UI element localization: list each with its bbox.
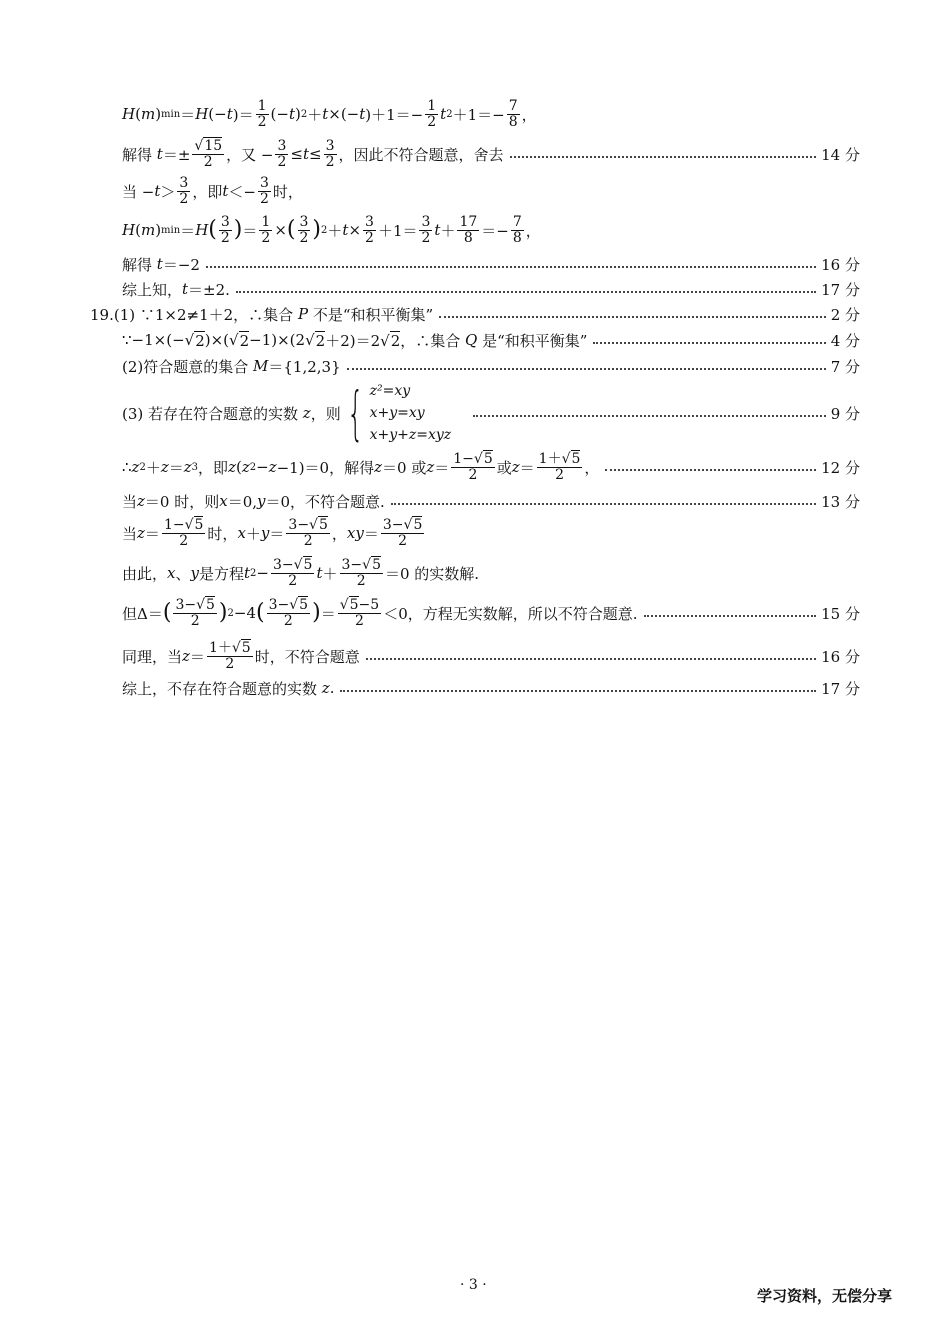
math-expression: 综上，不存在符合题意的实数 z . bbox=[122, 679, 335, 698]
dotted-leader bbox=[593, 342, 825, 344]
equation-system: { z²=xy x+y=xy x+y+z=xyz bbox=[346, 379, 452, 447]
math-expression: 当 z ＝ $\frac{1-√5}{2}$ 时， x ＋ y ＝ $\frac{3-√5}{2}$ ， xy ＝ $\frac{3-√5}{2}$ bbox=[122, 516, 423, 549]
math-expression: 解得 t ＝± $\frac{√15}{2}$ ，又 − $\frac{3}{2}$ ≤ t ≤ $\frac{3}{2}$ ，因此不符合题意，舍去 bbox=[122, 137, 504, 170]
score-label: 4 分 bbox=[830, 331, 860, 350]
math-expression: 综上知， t ＝±2. bbox=[122, 280, 230, 299]
math-expression: H ( m ) min ＝ H ( $\frac{3}{2}$ ) ＝ $\frac{1}{2}$ × ( $\frac{3}{2}$ ) 2 ＋ t × $\frac{3}{2}$ ＋1＝ $\frac{3}{2}$ t ＋ $\frac{17}{8}$ ＝− $\frac{7}{8}$ ， bbox=[122, 213, 541, 246]
quadratic-line bbox=[122, 558, 860, 588]
dotted-leader bbox=[605, 469, 816, 471]
dotted-leader bbox=[340, 690, 816, 692]
solution-z-line bbox=[122, 452, 860, 482]
dotted-leader bbox=[644, 615, 817, 617]
dotted-leader bbox=[439, 316, 826, 318]
discriminant-line bbox=[122, 598, 860, 628]
math-expression: 但Δ＝ ( $\frac{3-√5}{2}$ ) 2 −4 ( $\frac{3-√5}{2}$ ) ＝ $\frac{√5-5}{2}$ ＜0，方程无实数解，所以不符合题意. bbox=[122, 596, 638, 629]
system-row: z²=xy bbox=[369, 383, 411, 399]
score-label: 13 分 bbox=[821, 492, 860, 511]
math-line-hmin-three-halves bbox=[122, 215, 860, 245]
math-expression: H ( m ) min ＝ H (− t )＝ $\frac{1}{2}$ (− t ) 2 ＋ t ×(− t )＋1＝− $\frac{1}{2}$ t 2 ＋1＝− $\frac{7}{8}$ ， bbox=[122, 97, 537, 130]
final-conclusion bbox=[122, 673, 860, 703]
math-expression: 解得 t ＝−2 bbox=[122, 255, 200, 274]
question-19-part-3 bbox=[122, 380, 860, 446]
case-line-t-less bbox=[122, 176, 860, 206]
math-expression: 19.(1) ∵1×2≠1＋2，∴集合 P 不是“和积平衡集” bbox=[90, 305, 434, 324]
case-z-positive-root bbox=[122, 641, 860, 671]
score-label: 17 分 bbox=[821, 280, 860, 299]
page-number: · 3 · bbox=[460, 1277, 487, 1293]
footer-watermark: 学习资料，无偿分享 bbox=[756, 1287, 892, 1305]
math-expression: (3) 若存在符合题意的实数 z ，则 { z²=xy x+y=xy x+y+z=xyz bbox=[122, 379, 452, 447]
score-label: 12 分 bbox=[821, 458, 860, 477]
score-label: 7 分 bbox=[830, 357, 860, 376]
solution-line-14 bbox=[122, 139, 860, 169]
system-row: x+y+z=xyz bbox=[369, 427, 452, 443]
math-expression: 同理，当 z ＝ $\frac{1+√5}{2}$ 时，不符合题意 bbox=[122, 639, 360, 672]
math-expression: 由此， x 、 y 是方程 t 2 − $\frac{3-√5}{2}$ t ＋ $\frac{3-√5}{2}$ ＝0 的实数解. bbox=[122, 556, 480, 589]
dotted-leader bbox=[510, 156, 817, 158]
dotted-leader bbox=[366, 658, 816, 660]
score-label: 15 分 bbox=[821, 604, 860, 623]
dotted-leader bbox=[347, 368, 826, 370]
score-label: 2 分 bbox=[830, 305, 860, 324]
math-expression: 当 z ＝0 时，则 x ＝0, y ＝0，不符合题意. bbox=[122, 492, 385, 511]
dotted-leader bbox=[236, 291, 816, 293]
score-label: 16 分 bbox=[821, 255, 860, 274]
case-z-zero bbox=[122, 486, 860, 516]
math-expression: (2)符合题意的集合 M ＝{1,2,3} bbox=[122, 357, 341, 376]
dotted-leader bbox=[473, 415, 826, 417]
score-label: 14 分 bbox=[821, 145, 860, 164]
math-expression: 当 − t ＞ $\frac{3}{2}$ ，即 t ＜− $\frac{3}{2}$ 时， bbox=[122, 174, 303, 207]
math-expression: ∴ z 2 ＋ z ＝ z 3 ，即 z ( z 2 − z −1)＝0，解得 z ＝0 或 z ＝ $\frac{1-√5}{2}$ 或 z ＝ $\frac{1+√5}{2}$ ， bbox=[122, 450, 600, 483]
question-19-part-2 bbox=[122, 351, 860, 381]
score-label: 16 分 bbox=[821, 647, 860, 666]
math-line-hmin-neg-t bbox=[122, 99, 860, 129]
system-row: x+y=xy bbox=[369, 405, 425, 421]
score-label: 9 分 bbox=[830, 404, 860, 423]
case-z-negative-root bbox=[122, 518, 860, 548]
math-expression: ∵−1×(−√ 2 )×(√ 2 −1)×(2√ 2 ＋2)＝2√ 2 ，∴集合 Q 是“和积平衡集” bbox=[122, 331, 588, 350]
dotted-leader bbox=[206, 266, 816, 268]
dotted-leader bbox=[391, 503, 816, 505]
score-label: 17 分 bbox=[821, 679, 860, 698]
